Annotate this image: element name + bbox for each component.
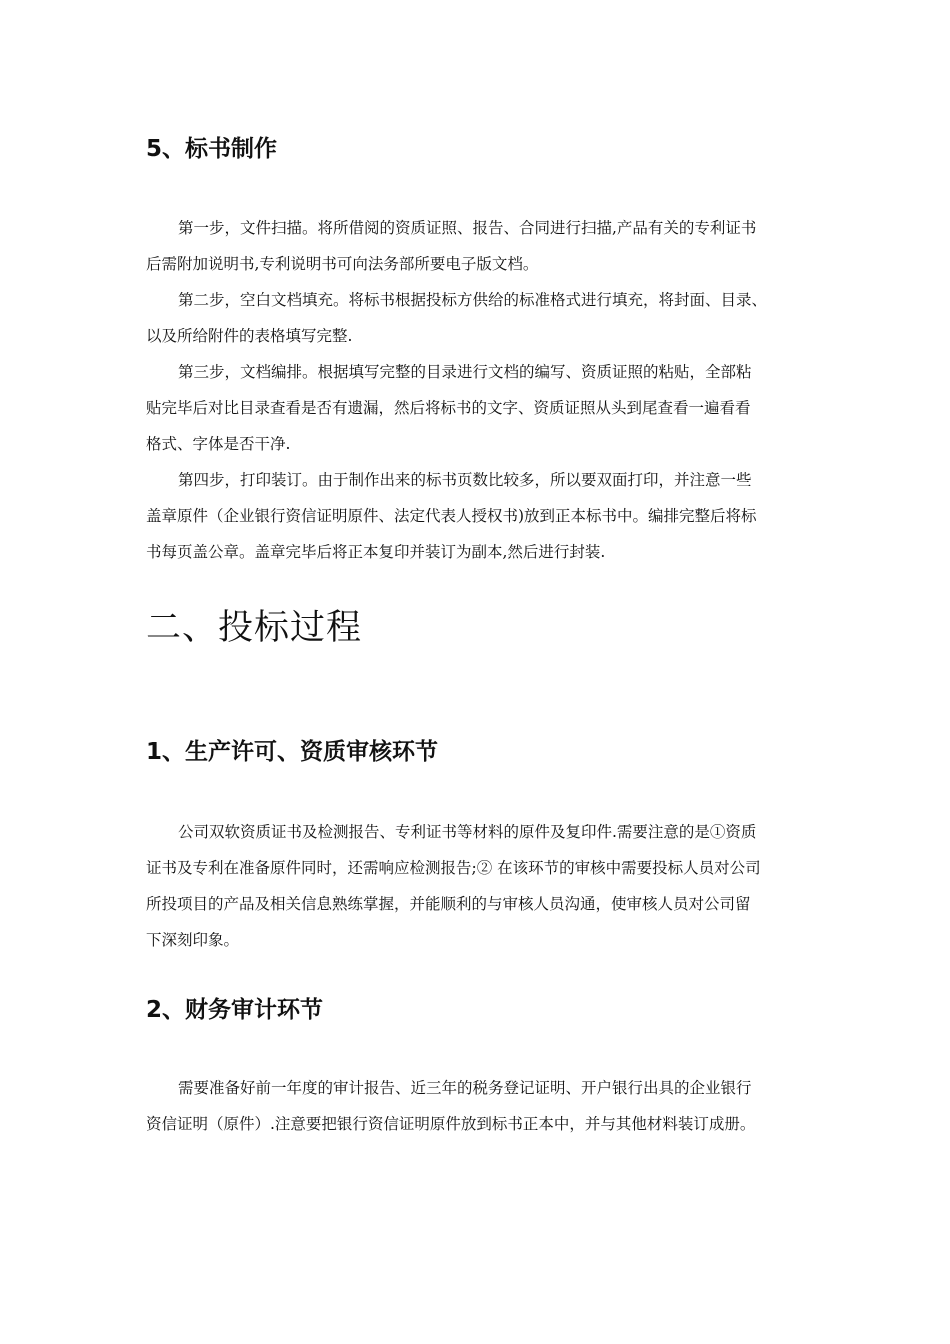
- paragraph-line: 第三步，文档编排。根据填写完整的目录进行文档的编写、资质证照的粘贴，全部粘: [178, 363, 752, 381]
- paragraph-line: 书每页盖公章。盖章完毕后将正本复印并装订为副本,然后进行封装.: [146, 543, 606, 561]
- paragraph-line: 格式、字体是否干净.: [146, 435, 291, 453]
- paragraph-line: 第四步，打印装订。由于制作出来的标书页数比较多，所以要双面打印，并注意一些: [178, 471, 752, 489]
- section-heading-1: 1、生产许可、资质审核环节: [146, 739, 439, 765]
- paragraph-line: 证书及专利在准备原件同时，还需响应检测报告;② 在该环节的审核中需要投标人员对公司: [146, 859, 761, 877]
- paragraph-line: 后需附加说明书,专利说明书可向法务部所要电子版文档。: [146, 255, 539, 273]
- chapter-heading-2: 二、投标过程: [146, 608, 363, 648]
- qualification-review-paragraph: [146, 814, 814, 958]
- section-heading-5: 5、标书制作: [146, 136, 278, 162]
- paragraph-line: 第一步，文件扫描。将所借阅的资质证照、报告、合同进行扫描,产品有关的专利证书: [178, 219, 757, 237]
- step-1-paragraph: [146, 210, 814, 282]
- step-3-paragraph: [146, 354, 814, 462]
- paragraph-line: 公司双软资质证书及检测报告、专利证书等材料的原件及复印件.需要注意的是①资质: [178, 823, 757, 841]
- paragraph-line: 所投项目的产品及相关信息熟练掌握，并能顺利的与审核人员沟通，使审核人员对公司留: [146, 895, 751, 913]
- step-2-paragraph: [146, 282, 814, 354]
- section-heading-2: 2、财务审计环节: [146, 997, 324, 1023]
- paragraph-line: 以及所给附件的表格填写完整.: [146, 327, 353, 345]
- financial-audit-paragraph: [146, 1070, 814, 1142]
- paragraph-line: 下深刻印象。: [146, 931, 240, 949]
- step-4-paragraph: [146, 462, 814, 570]
- paragraph-line: 贴完毕后对比目录查看是否有遗漏，然后将标书的文字、资质证照从头到尾查看一遍看看: [146, 399, 751, 417]
- paragraph-line: 盖章原件（企业银行资信证明原件、法定代表人授权书)放到正本标书中。编排完整后将标: [146, 507, 757, 525]
- paragraph-line: 需要准备好前一年度的审计报告、近三年的税务登记证明、开户银行出具的企业银行: [178, 1079, 752, 1097]
- paragraph-line: 第二步，空白文档填充。将标书根据投标方供给的标准格式进行填充，将封面、目录、: [178, 291, 768, 309]
- paragraph-line: 资信证明（原件）.注意要把银行资信证明原件放到标书正本中，并与其他材料装订成册。: [146, 1115, 756, 1133]
